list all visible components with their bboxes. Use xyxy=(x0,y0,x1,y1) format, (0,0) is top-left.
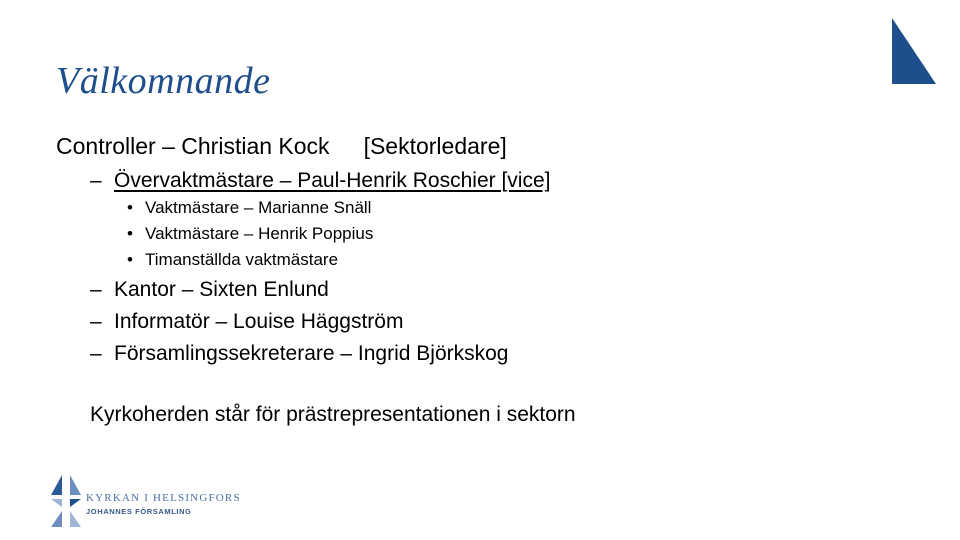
church-logo-icon xyxy=(48,473,84,529)
list-item xyxy=(90,341,509,367)
bullet-marker: • xyxy=(127,250,133,269)
controller-name: Controller – Christian Kock xyxy=(56,133,330,159)
list-item-text: Vaktmästare – Marianne Snäll xyxy=(145,198,372,217)
list-item xyxy=(127,197,371,219)
dash-marker: – xyxy=(90,342,102,365)
list-item xyxy=(127,223,373,245)
controller-line xyxy=(56,132,507,160)
bullet-marker: • xyxy=(127,224,133,243)
list-item xyxy=(127,249,338,271)
list-item-text: Timanställda vaktmästare xyxy=(145,250,339,269)
logo-text-sub: JOHANNES FÖRSAMLING xyxy=(86,507,192,516)
head-janitor-text: Övervaktmästare – Paul-Henrik Roschier [vice] xyxy=(114,169,551,192)
list-item xyxy=(90,277,329,303)
list-item-text: Församlingssekreterare – Ingrid Björkskog xyxy=(114,342,509,365)
logo-text-main: KYRKAN I HELSINGFORS xyxy=(86,492,241,504)
dash-marker: – xyxy=(90,278,102,301)
corner-triangle-icon xyxy=(890,18,936,84)
footnote-text: Kyrkoherden står för prästrepresentationen i sektorn xyxy=(90,403,576,426)
list-item-text: Informatör – Louise Häggström xyxy=(114,310,404,333)
controller-role-tag: [Sektorledare] xyxy=(363,133,507,159)
list-item-text: Vaktmästare – Henrik Poppius xyxy=(145,224,374,243)
slide-title: Välkomnande xyxy=(56,60,271,102)
bullet-marker: • xyxy=(127,198,133,217)
head-janitor-line xyxy=(90,168,550,194)
list-item xyxy=(90,309,403,335)
dash-marker: – xyxy=(90,169,102,192)
dash-marker: – xyxy=(90,310,102,333)
list-item-text: Kantor – Sixten Enlund xyxy=(114,278,329,301)
